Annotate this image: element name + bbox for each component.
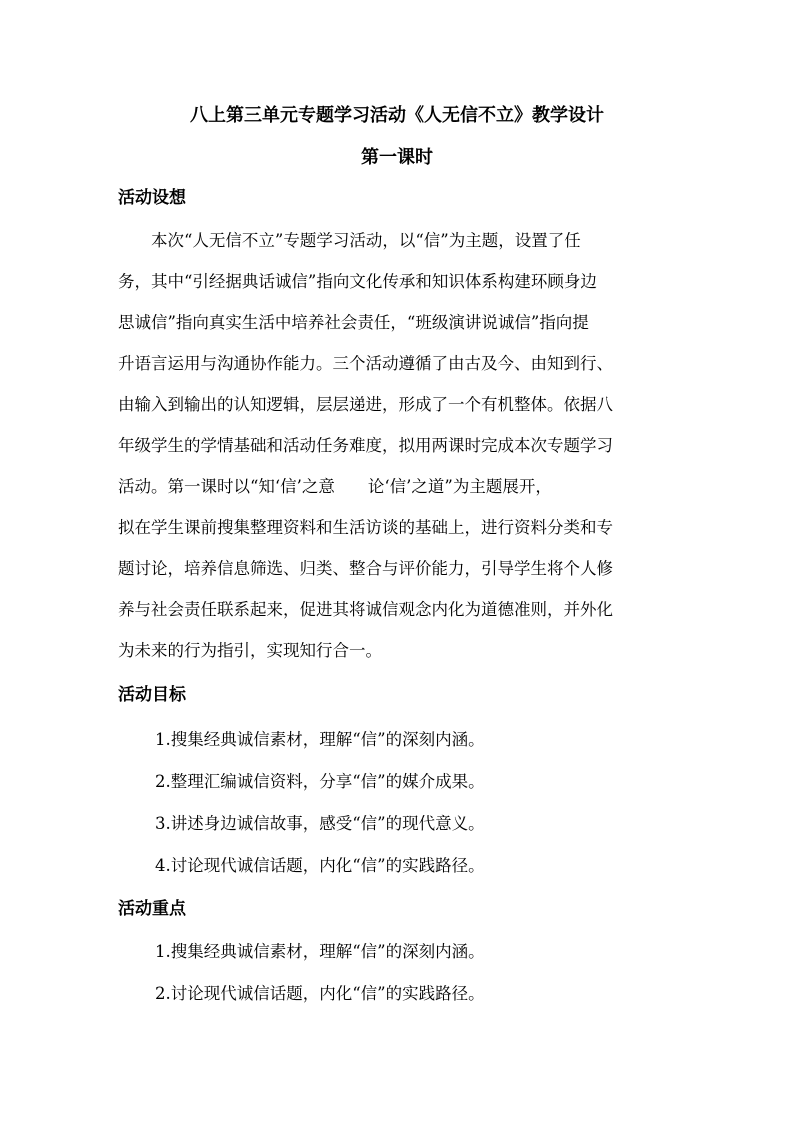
document-title: 八上第三单元专题学习活动《人无信不立》教学设计 <box>190 105 604 126</box>
goal-item: 3.讲述身边诚信故事，感受“信”的现代意义。 <box>155 814 485 833</box>
paragraph-line: 年级学生的学情基础和活动任务难度，拟用两课时完成本次专题学习 <box>118 436 613 455</box>
paragraph-line: 拟在学生课前搜集整理资料和生活访谈的基础上，进行资料分类和专 <box>118 518 613 537</box>
paragraph-line: 活动。第一课时以“知‘信’之意 论‘信’之道”为主题展开， <box>118 477 552 496</box>
section-heading-goals: 活动目标 <box>118 685 186 705</box>
paragraph-line: 升语言运用与沟通协作能力。三个活动遵循了由古及今、由知到行、 <box>118 354 613 373</box>
goal-item: 2.整理汇编诚信资料，分享“信”的媒介成果。 <box>155 772 485 791</box>
paragraph-line: 务，其中“引经据典话诚信”指向文化传承和知识体系构建环顾身边 <box>118 272 597 291</box>
focus-item: 2.讨论现代诚信话题，内化“信”的实践路径。 <box>155 984 485 1003</box>
paragraph-line: 思诚信”指向真实生活中培养社会责任，“班级演讲说诚信”指向提 <box>118 313 589 332</box>
goal-item: 1.搜集经典诚信素材，理解“信”的深刻内涵。 <box>155 730 485 749</box>
document-subtitle: 第一课时 <box>361 147 433 168</box>
paragraph-line: 本次“人无信不立”专题学习活动，以“信”为主题，设置了任 <box>151 231 581 250</box>
paragraph-line: 题讨论，培养信息筛选、归类、整合与评价能力，引导学生将个人修 <box>118 559 613 578</box>
goal-item: 4.讨论现代诚信话题，内化“信”的实践路径。 <box>155 856 485 875</box>
section-heading-focus: 活动重点 <box>118 899 186 919</box>
paragraph-line: 由输入到输出的认知逻辑，层层递进，形成了一个有机整体。依据八 <box>118 395 613 414</box>
paragraph-line: 为未来的行为指引，实现知行合一。 <box>118 641 382 660</box>
paragraph-line: 养与社会责任联系起来，促进其将诚信观念内化为道德准则，并外化 <box>118 600 613 619</box>
section-heading-design: 活动设想 <box>118 188 186 208</box>
focus-item: 1.搜集经典诚信素材，理解“信”的深刻内涵。 <box>155 942 485 961</box>
